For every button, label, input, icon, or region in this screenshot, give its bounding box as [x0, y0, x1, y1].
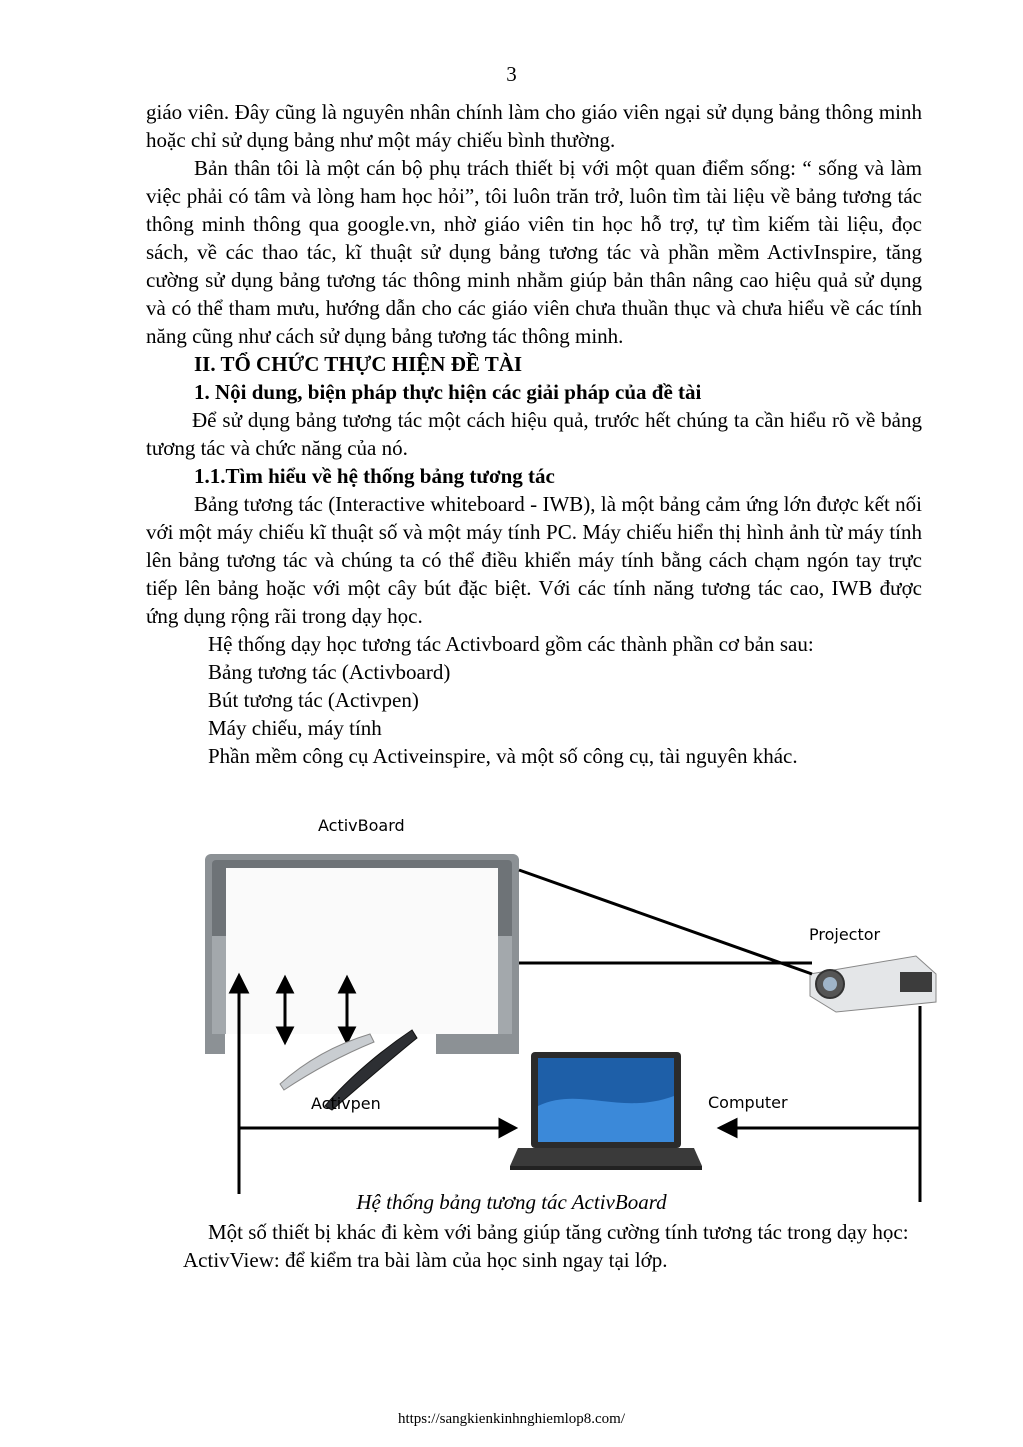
- body-text: [146, 98, 922, 770]
- computer-image: [510, 1052, 702, 1170]
- projector-image: [810, 956, 936, 1012]
- paragraph-5: Một số thiết bị khác đi kèm với bảng giúp tăng cường tính tương tác trong dạy học:: [208, 1220, 909, 1244]
- figure-caption: Hệ thống bảng tương tác ActivBoard: [356, 1190, 667, 1214]
- activboard-diagram: [0, 806, 1023, 1206]
- heading-section-ii: II. TỔ CHỨC THỰC HIỆN ĐỀ TÀI: [194, 352, 523, 376]
- list-item: Phần mềm công cụ Activeinspire, và một số công cụ, tài nguyên khác.: [208, 744, 798, 768]
- page-number: 3: [506, 62, 517, 86]
- list-item: Máy chiếu, máy tính: [208, 716, 382, 740]
- body-text-tail: [146, 1218, 922, 1274]
- list-item: Bảng tương tác (Activboard): [208, 660, 451, 684]
- heading-1: 1. Nội dung, biện pháp thực hiện các giải pháp của đề tài: [194, 380, 702, 404]
- heading-1-1: 1.1.Tìm hiểu về hệ thống bảng tương tác: [194, 464, 555, 488]
- paragraph-1: giáo viên. Đây cũng là nguyên nhân chính làm cho giáo viên ngại sử dụng bảng thông minh hoặc chỉ sử dụng bảng như một máy chiếu bình thường.: [146, 100, 922, 152]
- label-activpen: Activpen: [311, 1094, 381, 1113]
- label-projector: Projector: [809, 925, 881, 944]
- paragraph-2: Bản thân tôi là một cán bộ phụ trách thiết bị với một quan điểm sống: “ sống và làm việc phải có tâm và lòng ham học hỏi”, tôi luôn trăn trở, luôn tìm tài liệu về bảng tương tác thông minh thông qua google.vn, nhờ giáo viên tin học hỗ trợ, tự tìm kiếm tài liệu, đọc sách, về các thao tác, kĩ thuật sử dụng bảng tương tác và phần mềm ActivInspire, tăng cường sử dụng bảng tương tác thông minh nhằm giúp bản thân nâng cao hiệu quả sử dụng và có thể tham mưu, hướng dẫn cho các giáo viên chưa thuần thục và chưa hiểu về các tính năng cũng như cách sử dụng bảng tương tác thông minh.: [146, 156, 922, 348]
- activboard-image: [205, 854, 519, 1054]
- label-activboard: ActivBoard: [318, 816, 405, 835]
- label-computer: Computer: [708, 1093, 788, 1112]
- list-intro: Hệ thống dạy học tương tác Activboard gồm các thành phần cơ bản sau:: [208, 632, 814, 656]
- paragraph-6: ActivView: để kiểm tra bài làm của học sinh ngay tại lớp.: [183, 1248, 668, 1272]
- list-item: Bút tương tác (Activpen): [208, 688, 419, 712]
- paragraph-3: Để sử dụng bảng tương tác một cách hiệu quả, trước hết chúng ta cần hiểu rõ về bảng tương tác và chức năng của nó.: [146, 408, 922, 460]
- footer-url: https://sangkienkinhnghiemlop8.com/: [397, 1411, 626, 1427]
- paragraph-4: Bảng tương tác (Interactive whiteboard - IWB), là một bảng cảm ứng lớn được kết nối với một máy chiếu kĩ thuật số và một máy tính PC. Máy chiếu hiển thị hình ảnh từ máy tính lên bảng tương tác và chúng ta có thể điều khiển máy tính bằng cách chạm ngón tay trực tiếp lên bảng hoặc với một cây bút đặc biệt. Với các tính năng tương tác cao, IWB được ứng dụng rộng rãi trong dạy học.: [146, 492, 922, 628]
